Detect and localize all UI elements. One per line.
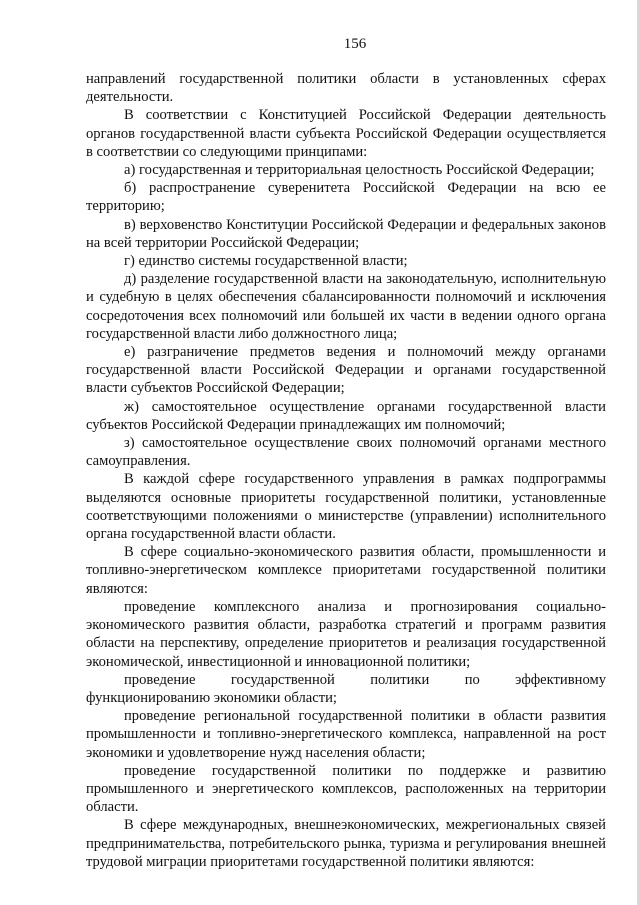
paragraph: проведение государственной политики по эффективному функционированию экономики области;: [86, 671, 606, 706]
paragraph: ж) самостоятельное осуществление органами государственной власти субъектов Российской Федерации принадлежащих им полномочий;: [86, 398, 606, 433]
paragraph: в) верховенство Конституции Российской Федерации и федеральных законов на всей территории Российской Федерации;: [86, 216, 606, 251]
paragraph: д) разделение государственной власти на законодательную, исполнительную и судебную в целях обеспечения сбалансированности полномочий и исключения сосредоточения всех полномочий или большей их части в ведении одного органа государственной власти либо должностного лица;: [86, 271, 606, 342]
paragraph: проведение государственной политики по поддержке и развитию промышленного и энергетического комплексов, расположенных на территории области.: [86, 762, 606, 816]
paragraph: В сфере международных, внешнеэкономических, межрегиональных связей предпринимательства, потребительского рынка, туризма и регулирования внешней трудовой миграции приоритетами государственной политики являются:: [86, 817, 606, 870]
page-number: 156: [343, 36, 367, 52]
paragraph: з) самостоятельное осуществление своих полномочий органами местного самоуправления.: [86, 435, 606, 470]
paragraph: г) единство системы государственной власти;: [124, 253, 408, 270]
paragraph: проведение комплексного анализа и прогнозирования социально-экономического развития области, разработка стратегий и программ развития области на перспективу, определение приоритетов и реализация государственной экономической, инвестиционной и инновационной политики;: [86, 598, 606, 670]
paragraph: проведение региональной государственной политики в области развития промышленности и топливно-энергетического комплекса, направленной на рост экономики и удовлетворение нужд населения области;: [86, 708, 606, 761]
paragraph: б) распространение суверенитета Российской Федерации на всю ее территорию;: [86, 180, 606, 215]
paragraph: направлений государственной политики области в установленных сферах деятельности.: [86, 71, 606, 106]
paragraph: В каждой сфере государственного управления в рамках подпрограммы выделяются основные приоритеты государственной политики, установленные соответствующими положениями о министерстве (управлении) исполнительного органа государственной власти области.: [86, 471, 606, 543]
paragraph: В сфере социально-экономического развития области, промышленности и топливно-энергетическом комплексе приоритетами государственной политики являются:: [86, 544, 606, 597]
paragraph: В соответствии с Конституцией Российской Федерации деятельность органов государственной власти субъекта Российской Федерации осуществляется в соответствии со следующими принципами:: [86, 107, 606, 160]
document-body: [86, 70, 606, 871]
paragraph: а) государственная и территориальная целостность Российской Федерации;: [124, 162, 595, 179]
paragraph: е) разграничение предметов ведения и полномочий между органами государственной власти Российской Федерации и органами государственной власти субъектов Российской Федерации;: [86, 344, 606, 397]
